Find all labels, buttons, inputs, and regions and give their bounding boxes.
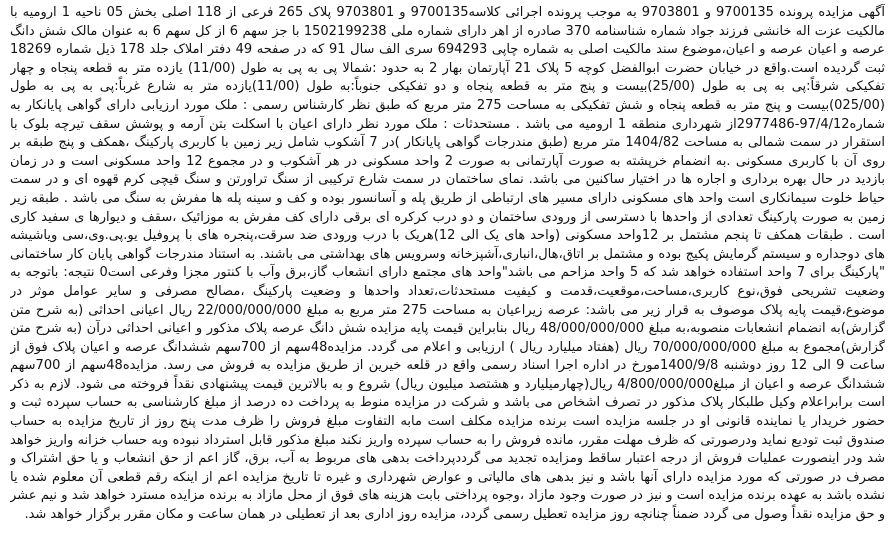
auction-notice-text: آگهی مزایده پرونده 9700135 و 9703801 به موجب پرونده اجرائی کلاسه9700135 و 9703801 پلاک 265 فرعی از 118 اصلی بخش 05 ناحیه 1 ارومیه با مالکیت عزت اله خانشی فرزند جواد شماره شناسنامه 370 صادره از اهر دارای شماره ملی 1502199238 با جز سهم 6 از کل سهم 6 به عنوان مالک شش دانگ عرصه و اعیان عرصه و اعیان،موضوع سند مالکیت اصلی به شماره چاپی 694293 سری الف سال 91 که در صفحه 49 دفتر املاک جلد 178 ذیل شماره 18269 ثبت گردیده است.واقع در خیابان حضرت ابوالفضل کوچه 5 پلاک 21 آپارتمان بهار 2 به حدود :شمالا پی به پی به طول (11/00) یازده متر به قطعه پنجاه و چهار تفکیکی شرقاً:پی به پی به طول (25/00)بیست و پنج متر به قطعه پنجاه و دو تفکیکی جنوباً:به طول (11/00)یازده متر به شارع غرباً:پی به پی به طول (025/00)بیست و پنج متر به قطعه پنجاه و شش تفکیکی به مساحت 275 متر مربع که طبق نظر کارشناس رسمی : ملک مورد ارزیابی دارای گواهی پایانکار به شماره97/4/12-2977486از شهرداری منطقه 1 ارومیه می باشد . مستحدثات : ملک مورد نظر دارای اعیان با اسکلت بتن آرمه و پوشش سقف تیرچه بلوک با استقرار در سمت شمالی به مساحت 1404/82 متر مربع (طبق مندرجات گواهی پایانکار )در 7 آشکوب شامل زیر زمین با کاربری پارکینگ ،همکف و پنج طبقه بر روی آن با کاربری مسکونی .به انضمام خرپشته به صورت آپارتمانی به صورت 2 واحد مسکونی در هر آشکوب و در مجموع 12 واحد مسکونی است و در زمان بازدید در حال بهره برداری و اجاره ها در اختیار ساکنین می باشد. نمای ساختمان در سمت شارع ترکیبی از سنگ تراورتن و سنگ قیچی کرم قهوه ای و در سمت حیاط خلوت سیمانکاری است واحد های مسکونی دارای مسیر های ارتباطی از طریق پله و آسانسور بوده و کف و سینه پله ها مفرش به سنگ می باشد . طبقه زیر زمین به صورت پارکینگ تعدادی از واحدها با دسترسی از ورودی ساختمان و دو درب کرکره ای برقی دارای کف مفرش به موزائیک ،سقف و دیوارها ی سفید کاری است . طبقات همکف تا پنجم مشتمل بر 12واحد مسکونی (واحد های یک الی 12)هریک با درب ورودی ضد سرقت،پنجره های با پروفیل یو.پی.وی،سی ویاشیشه های دوجداره و سیستم گرمایش پکیج بوده و مشتمل بر اتاق،هال،انباری،آشپزخانه وسرویس های بهداشتی می باشند. به استناد مندرجات گواهی پایان کار ساختمانی "پارکینگ برای 7 واحد استفاده خواهد شد که 5 واحد مزاحم می باشد"واحد های مجتمع دارای انشعاب گاز،برق وآب با کنتور مجزا وفرعی است0 نتیجه: باتوجه به وضعیت تشریحی فوق،نوع کاربری،مساحت،موقعیت،قدمت و کیفیت مستحدثات،تعداد واحدها و وضعیت پارکینگ ،مصالح مصرفی و سایر عوامل موثر در موضوع،قیمت پایه پلاک موصوف به قرار زیر می باشد: عرصه زیراعیان به مساحت 275 متر مربع به مبلغ 22/000/000/000 ریال اعیانی احداثی (به شرح متن گزارش)به انضمام انشعابات منصوبه،به مبلغ 48/000/000/000 ریال بنابراین قیمت پایه مزایده شش دانگ عرصه پلاک مذکور و اعیانی احداثی درآن (به شرح متن گزارش)مجموع به مبلغ 70/000/000/000 ریال (هفتاد میلیارد ریال ) ارزیابی و اعلام می گردد. مزایده48سهم از 700سهم ششدانگ عرصه و اعیان پلاک فوق از ساعت 9 الی 12 روز دوشنبه 1400/9/8مورخ در اداره اجرا اسناد رسمی واقع در قلعه خیرین از طریق مزایده به فروش می رسد. مزایده48سهم از 700سهم ششدانگ عرصه و اعیان از مبلغ4/800/000/000 ریال(چهارمیلیارد و هشتصد میلیون ریال) شروع و به بالاترین قیمت پیشنهادی نقداً فروخته می شود. لازم به ذکر است برابراعلام وکیل طلبکار پلاک مذکور در تصرف اشخاص می باشد و شرکت در مزایده منوط به پرداخت ده درصد از مبلغ کارشناسی به حساب سپرده ثبت و حضور خریدار یا نماینده قانونی او در جلسه مزایده است برنده مزایده مکلف است مابه التفاوت مبلغ فروش را ظرف مدت پنج روز از تاریخ مزایده به حساب صندوق ثبت تودیع نماید ودرصورتی که ظرف مهلت مقرر، مانده فروش را به حساب سپرده واریز نکند مبلغ مذکور قابل استرداد نبوده وبه حساب خزانه واریز خواهد شد ودر اینصورت عملیات فروش از درجه اعتبار ساقط ومزایده تجدید می گرددپرداخت بدهی های مربوط به آب، برق، گاز اعم از حق انشعاب و یا حق اشتراک و مصرف در صورتی که مورد مزایده دارای آنها باشد و نیز بدهی های مالیاتی و عوارض شهرداری و غیره تا تاریخ مزایده اعم از اینکه رقم قطعی آن معلوم شده یا نشده باشد به عهده برنده مزایده است و نیز در صورت وجود مازاد ،وجوه پرداختی بابت هزینه های فوق از محل مازاد به برنده مزایده مسترد خواهد شد و نیم عشر و حق مزایده نقداً وصول می گردد ضمناً چنانچه روز مزایده تعطیل رسمی گردد، مزایده روز اداری بعد از تعطیلی در همان ساعت و مکان مقرر برگزار خواهد شد. (10, 5, 885, 523)
